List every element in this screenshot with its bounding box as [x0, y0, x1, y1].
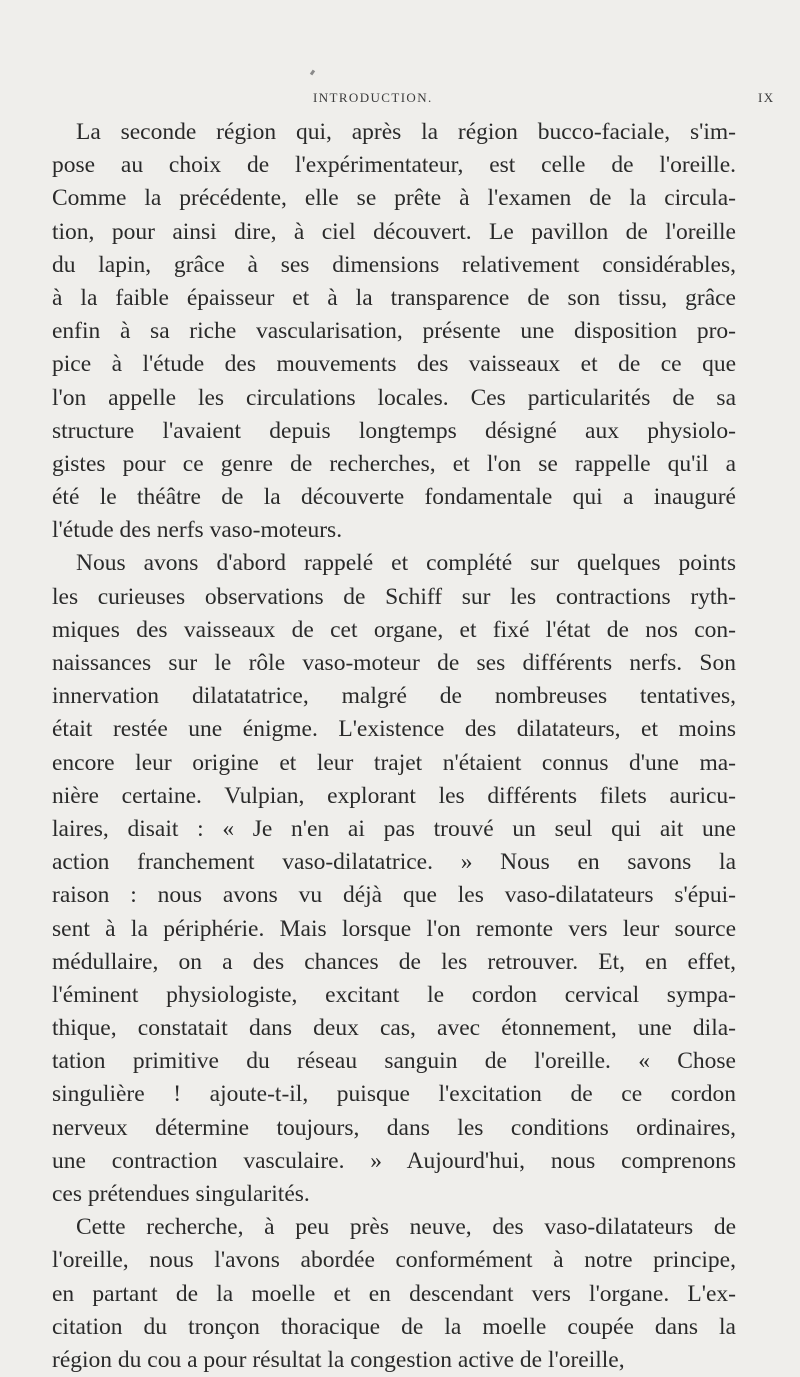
page-number: IX: [758, 90, 775, 105]
text-line: en partant de la moelle et en descendant vers l'organe. L'ex-: [52, 1280, 736, 1307]
text-line: l'oreille, nous l'avons abordée conformément à notre principe,: [52, 1247, 736, 1274]
text-line: encore leur origine et leur trajet n'étaient connus d'une ma-: [52, 749, 736, 776]
text-line: innervation dilatatatrice, malgré de nombreuses tentatives,: [52, 683, 736, 710]
text-line: structure l'avaient depuis longtemps désigné aux physiolo-: [52, 417, 736, 444]
text-line: pice à l'étude des mouvements des vaisseaux et de ce que: [52, 351, 736, 378]
text-line: médullaire, on a des chances de les retrouver. Et, en effet,: [52, 948, 736, 975]
text-line: miques des vaisseaux de cet organe, et fixé l'état de nos con-: [52, 616, 736, 643]
text-line: était restée une énigme. L'existence des dilatateurs, et moins: [52, 716, 736, 743]
running-title: INTRODUCTION.: [313, 90, 433, 105]
text-line: raison : nous avons vu déjà que les vaso-dilatateurs s'épui-: [52, 882, 736, 909]
text-line: ces prétendues singularités.: [52, 1181, 310, 1207]
paragraph: [52, 1211, 736, 1377]
text-line: sent à la périphérie. Mais lorsque l'on remonte vers leur source: [52, 915, 736, 942]
text-line: enfin à sa riche vascularisation, présente une disposition pro-: [52, 318, 736, 345]
body-text: [52, 116, 736, 1377]
print-speck: [310, 70, 315, 76]
text-line: du lapin, grâce à ses dimensions relativement considérables,: [52, 251, 736, 278]
text-line: citation du tronçon thoracique de la moelle coupée dans la: [52, 1313, 736, 1340]
text-line: Comme la précédente, elle se prête à l'examen de la circula-: [52, 185, 736, 212]
text-line: singulière ! ajoute-t-il, puisque l'excitation de ce cordon: [52, 1081, 736, 1108]
text-line: une contraction vasculaire. » Aujourd'hui, nous comprenons: [52, 1147, 736, 1174]
text-line: thique, constatait dans deux cas, avec étonnement, une dila-: [52, 1015, 736, 1042]
paragraph: [52, 547, 736, 1211]
text-line: à la faible épaisseur et à la transparence de son tissu, grâce: [52, 284, 736, 311]
text-line: tation primitive du réseau sanguin de l'oreille. « Chose: [52, 1048, 736, 1075]
text-line: tion, pour ainsi dire, à ciel découvert. Le pavillon de l'oreille: [52, 218, 736, 245]
text-line: La seconde région qui, après la région bucco-faciale, s'im-: [76, 119, 736, 145]
text-line: région du cou a pour résultat la congestion active de l'oreille,: [52, 1346, 625, 1373]
text-line: gistes pour ce genre de recherches, et l'on se rappelle qu'il a: [52, 450, 736, 477]
text-line: nière certaine. Vulpian, explorant les différents filets auricu-: [52, 782, 736, 809]
text-line: pose au choix de l'expérimentateur, est celle de l'oreille.: [52, 152, 736, 179]
text-line: l'on appelle les circulations locales. Ces particularités de sa: [52, 384, 736, 411]
text-line: été le théâtre de la découverte fondamentale qui a inauguré: [52, 484, 736, 511]
running-header: [0, 90, 800, 110]
text-line: laires, disait : « Je n'en ai pas trouvé un seul qui ait une: [52, 815, 736, 842]
text-line: l'étude des nerfs vaso-moteurs.: [52, 517, 343, 544]
text-line: l'éminent physiologiste, excitant le cordon cervical sympa-: [52, 981, 736, 1008]
text-line: les curieuses observations de Schiff sur les contractions ryth-: [52, 583, 736, 610]
text-line: nerveux détermine toujours, dans les conditions ordinaires,: [52, 1114, 736, 1141]
text-line: action franchement vaso-dilatatrice. » Nous en savons la: [52, 849, 736, 876]
text-line: Nous avons d'abord rappelé et complété sur quelques points: [76, 550, 736, 577]
paragraph: [52, 116, 736, 547]
text-line: naissances sur le rôle vaso-moteur de ses différents nerfs. Son: [52, 650, 736, 676]
text-line: Cette recherche, à peu près neuve, des vaso-dilatateurs de: [76, 1214, 736, 1241]
